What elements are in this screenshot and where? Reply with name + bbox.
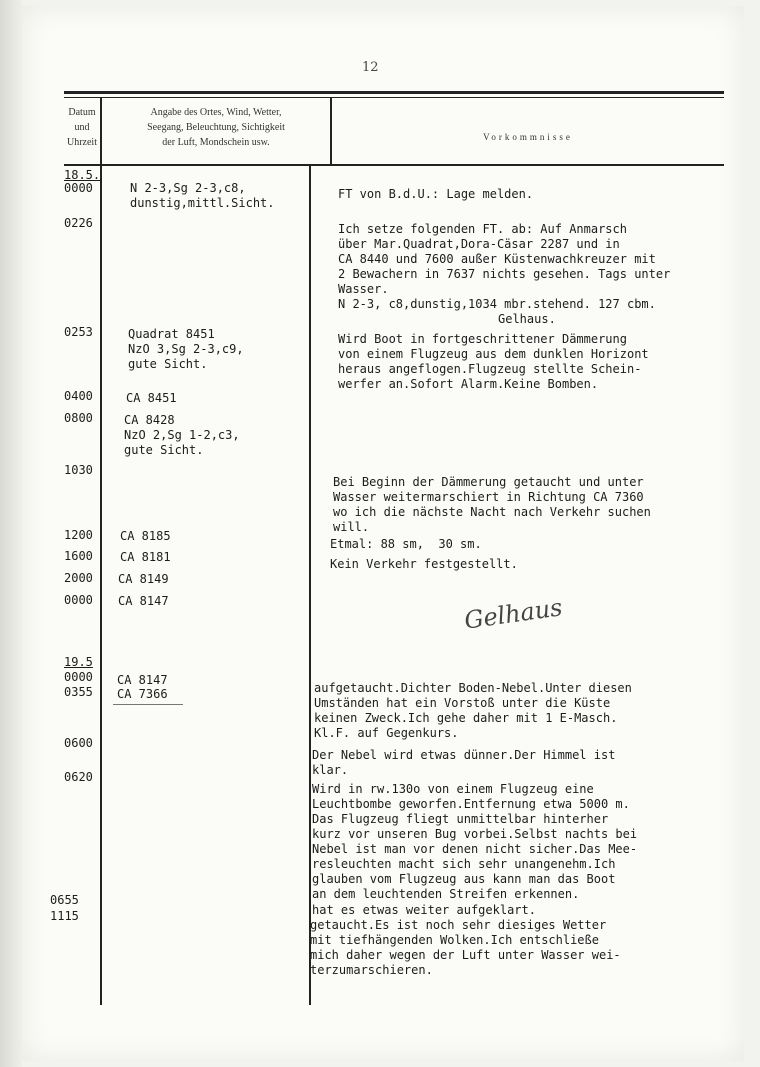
row-time: 1115 bbox=[50, 909, 79, 923]
row-event: Bei Beginn der Dämmerung getaucht und unter Wasser weitermarschiert in Richtung CA 7360 wo ich die nächste Nacht nach Verkehr suchen will. bbox=[333, 475, 651, 534]
row-time: 0000 bbox=[64, 670, 93, 684]
row-place: CA 8149 bbox=[118, 572, 169, 586]
row-place: CA 8428 NzO 2,Sg 1-2,c3, gute Sicht. bbox=[124, 413, 240, 457]
row-time: 2000 bbox=[64, 571, 93, 585]
row-event: Der Nebel wird etwas dünner.Der Himmel ist klar. bbox=[312, 748, 616, 777]
row-time: 0600 bbox=[64, 736, 93, 750]
row-place: CA 8181 bbox=[120, 550, 171, 564]
top-rule-thick bbox=[64, 91, 724, 94]
row-place: CA 8451 bbox=[126, 391, 177, 405]
row-event: Wird Boot in fortgeschrittener Dämmerung von einem Flugzeug aus dem dunklen Horizont heraus angeflogen.Flugzeug stellte Schein- werfer an.Sofort Alarm.Keine Bomben. bbox=[338, 332, 649, 391]
row-event: getaucht.Es ist noch sehr diesiges Wetter mit tiefhängenden Wolken.Ich entschließe mich daher wegen der Luft unter Wasser wei- terzumarschieren. bbox=[310, 918, 621, 977]
row-event: Etmal: 88 sm, 30 sm. bbox=[330, 537, 482, 551]
row-place: CA 8185 bbox=[120, 529, 171, 543]
row-time: 0000 bbox=[64, 593, 93, 607]
row-place: CA 8147 bbox=[118, 594, 169, 608]
row-time: 0400 bbox=[64, 389, 93, 403]
row-time: 0253 bbox=[64, 325, 93, 339]
header-events-column: Vorkommnisse bbox=[483, 132, 573, 142]
row-event: hat es etwas weiter aufgeklart. bbox=[312, 903, 536, 917]
scan-edge-shadow bbox=[0, 0, 22, 1067]
page-number: 12 bbox=[362, 60, 379, 75]
row-time: 0226 bbox=[64, 216, 93, 230]
top-rule-thin bbox=[64, 97, 724, 98]
row-time: 1030 bbox=[64, 463, 93, 477]
row-time: 0800 bbox=[64, 411, 93, 425]
date-19-5: 19.5 bbox=[64, 655, 93, 669]
row-event: Ich setze folgenden FT. ab: Auf Anmarsch über Mar.Quadrat,Dora-Cäsar 2287 und in CA 8440 und 7600 außer Küstenwachkreuzer mit 2 Bewachern in 7637 nichts gesehen. Tags unter Wasser. N 2-3, c8,dunstig,1034 mbr.stehend. 127 cbm. Gelhaus. bbox=[338, 222, 671, 326]
row-time: 0620 bbox=[64, 770, 93, 784]
row-time: 0000 bbox=[64, 181, 93, 195]
column-divider-2-lower bbox=[309, 165, 311, 1005]
column-divider-1 bbox=[100, 97, 102, 1005]
row-time: 1600 bbox=[64, 549, 93, 563]
row-place: CA 7366 bbox=[117, 687, 168, 701]
header-bottom-rule bbox=[64, 164, 724, 166]
row-event: Kein Verkehr festgestellt. bbox=[330, 557, 518, 571]
row-event: aufgetaucht.Dichter Boden-Nebel.Unter diesen bbox=[314, 681, 632, 695]
row-time: 1200 bbox=[64, 528, 93, 542]
row-place: CA 8147 bbox=[117, 673, 168, 687]
row-event: Wird in rw.130o von einem Flugzeug eine Leuchtbombe geworfen.Entfernung etwa 5000 m. Das Flugzeug fliegt unmittelbar hinterher kurz vor unseren Bug vorbei.Selbst nachts bei Nebel ist man vor denen nicht sicher.Das Mee- resleuchten macht sich sehr unangenehm.Ich glauben vom Flugzeug aus kann man das Boot an dem leuchtenden Streifen erkennen. bbox=[312, 782, 638, 901]
row-event: FT von B.d.U.: Lage melden. bbox=[338, 187, 534, 201]
row-place: Quadrat 8451 NzO 3,Sg 2-3,c9, gute Sicht. bbox=[128, 327, 244, 371]
row-place: N 2-3,Sg 2-3,c8, dunstig,mittl.Sicht. bbox=[130, 181, 275, 210]
header-date-column: Datum und Uhrzeit bbox=[67, 107, 97, 148]
date-18-5: 18.5. bbox=[64, 168, 101, 182]
handwritten-signature: Gelhaus bbox=[462, 593, 565, 635]
row-time: 0655 bbox=[50, 893, 79, 907]
header-location-column: Angabe des Ortes, Wind, Wetter, Seegang, Beleuchtung, Sichtigkeit der Luft, Mondschein usw. bbox=[147, 107, 285, 148]
row-time: 0355 bbox=[64, 685, 93, 699]
place-underline bbox=[113, 704, 183, 705]
row-event: Umständen hat ein Vorstoß unter die Küste keinen Zweck.Ich gehe daher mit 1 E-Masch. Kl.F. auf Gegenkurs. bbox=[314, 696, 618, 740]
